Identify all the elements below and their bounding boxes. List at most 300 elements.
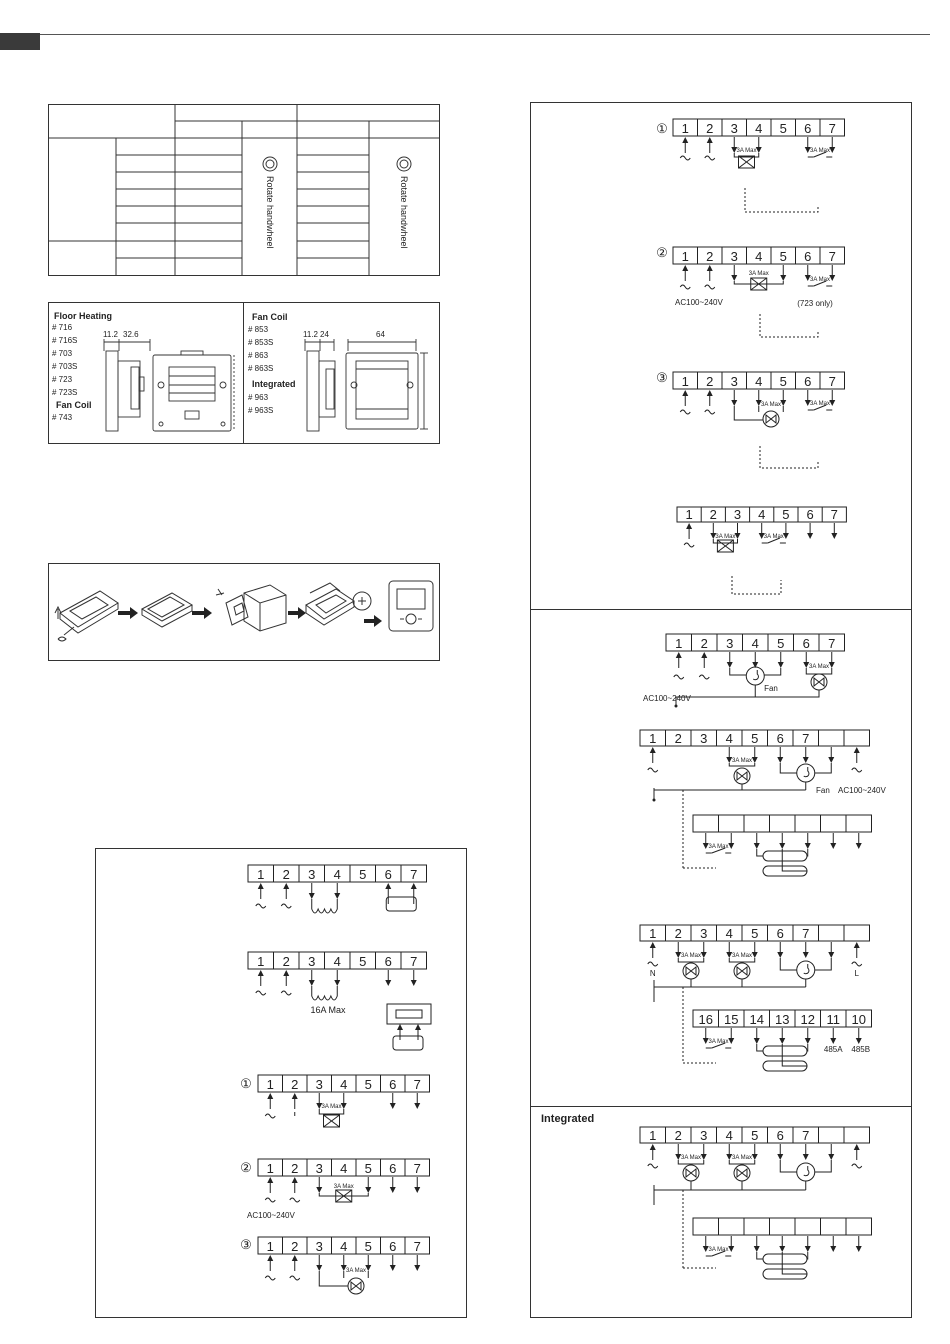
arrow-down [341, 1103, 347, 1109]
wire-path [815, 763, 832, 773]
terminal-4: 4 [758, 507, 766, 522]
terminal-1: 1 [649, 926, 657, 941]
fan-motor [797, 961, 815, 979]
terminal-7: 7 [802, 1128, 810, 1143]
terminal-4: 4 [755, 374, 763, 389]
arrow-up [854, 1144, 860, 1150]
valve-symbol [351, 1282, 361, 1290]
arrow-down [780, 400, 786, 406]
terminal-4: 4 [725, 731, 733, 746]
fan-model-743: # 743 [52, 413, 73, 422]
integrated-model-963s: # 963S [248, 406, 274, 415]
arrow-down [830, 843, 836, 849]
terminal-5: 5 [359, 867, 367, 882]
ac-symbol [705, 410, 715, 414]
terminal-5: 5 [779, 374, 787, 389]
dashed-link [760, 446, 818, 468]
label-fan: Fan [764, 684, 778, 693]
arrow-up [707, 137, 713, 143]
terminal-15: 15 [724, 1012, 739, 1027]
terminal-7: 7 [828, 121, 836, 136]
ac-symbol [265, 1198, 275, 1202]
arrow-down [728, 1038, 734, 1044]
arrow-up [854, 747, 860, 753]
arrow-up [682, 265, 688, 271]
arrow-down [414, 1187, 420, 1193]
arrow-up [385, 883, 391, 889]
arrow-up [854, 942, 860, 948]
wire-path [815, 1160, 832, 1172]
label-3a-max: 3A Max [715, 534, 736, 540]
label-3a-max: 3A Max [736, 148, 757, 154]
terminal-2: 2 [706, 249, 714, 264]
fan-motor [746, 667, 764, 685]
wire-path [815, 958, 832, 970]
label-3a-max: 3A Max [731, 758, 753, 764]
ac-symbol [265, 1114, 275, 1118]
ac-symbol [705, 285, 715, 289]
terminal-3: 3 [730, 374, 738, 389]
floor-model-723: # 723 [52, 375, 73, 384]
arrow-down [731, 275, 737, 281]
arrow-down [831, 533, 837, 539]
arrow-down [803, 1154, 809, 1160]
terminal-6: 6 [389, 1239, 397, 1254]
label-485b: 485B [851, 1045, 871, 1054]
ac-symbol [281, 991, 291, 995]
terminal-5: 5 [364, 1161, 372, 1176]
label-ac-100-240v: AC100~240V [838, 786, 886, 795]
terminal-4: 4 [725, 1128, 733, 1143]
arrow-up [686, 523, 692, 529]
floor-heating-heading: Floor Heating [54, 311, 112, 321]
arrow-down [803, 952, 809, 958]
terminal-4: 4 [755, 121, 763, 136]
label-ac-100-240v: AC100~240V [643, 694, 691, 703]
terminal-1: 1 [266, 1077, 274, 1092]
ac-symbol [705, 156, 715, 160]
wire-path [780, 763, 797, 773]
terminal-4: 4 [725, 926, 733, 941]
terminal-5: 5 [364, 1077, 372, 1092]
terminal-1: 1 [649, 731, 657, 746]
label-3a-max: 3A Max [708, 1039, 729, 1045]
label-3a-max: 3A Max [345, 1268, 367, 1274]
arrow-down [365, 1187, 371, 1193]
terminal-5: 5 [782, 507, 790, 522]
ac-symbol [281, 904, 291, 908]
dashed-link [760, 314, 818, 337]
heater-element [312, 899, 338, 913]
label-3a-max: 3A Max [760, 402, 782, 408]
terminal-1: 1 [685, 507, 693, 522]
label-3a-max: 3A Max [809, 277, 831, 283]
arrow-up [258, 970, 264, 976]
label-3a-max: 3A Max [808, 664, 830, 670]
terminal-2: 2 [700, 636, 708, 651]
wire-path [676, 685, 819, 697]
arrow-down [828, 952, 834, 958]
arrow-down [390, 1187, 396, 1193]
ac-symbol [680, 285, 690, 289]
terminal-3: 3 [315, 1077, 323, 1092]
heater-element [312, 986, 338, 1000]
contactor-box [387, 1004, 431, 1024]
terminal-2: 2 [706, 121, 714, 136]
arrow-up [267, 1177, 273, 1183]
arrow-up [258, 883, 264, 889]
arrow-up [267, 1093, 273, 1099]
fan-model-863: # 863 [248, 351, 269, 360]
circle-number-1: ① [656, 121, 668, 136]
arrow-down [411, 980, 417, 986]
contactor-inner [396, 1010, 422, 1018]
label-3a-max: 3A Max [708, 844, 729, 850]
terminal-1: 1 [681, 121, 689, 136]
ac-symbol [852, 1164, 862, 1168]
terminal-5: 5 [751, 731, 759, 746]
label-3a-max: 3A Max [731, 953, 753, 959]
dim-left-32-6: 32.6 [123, 330, 139, 339]
valve-symbol [686, 967, 696, 975]
terminal-6: 6 [389, 1161, 397, 1176]
terminal-2: 2 [291, 1077, 299, 1092]
arrow-down [385, 980, 391, 986]
terminal-3: 3 [730, 249, 738, 264]
arrow-up [682, 137, 688, 143]
arrow-up [707, 390, 713, 396]
arrow-down [727, 662, 733, 668]
fan-coil-heading-left: Fan Coil [56, 400, 92, 410]
arrow-down [752, 757, 758, 763]
label-3a-max: 3A Max [731, 1155, 753, 1161]
floor-model-716: # 716 [52, 323, 73, 332]
wire-path [780, 1160, 797, 1172]
arrow-down [390, 1103, 396, 1109]
terminal-3: 3 [726, 636, 734, 651]
terminal-11: 11 [826, 1012, 840, 1027]
terminal-1: 1 [675, 636, 683, 651]
arrow-down [728, 1246, 734, 1252]
arrow-down [828, 1154, 834, 1160]
terminal-6: 6 [384, 954, 392, 969]
rotate-handwheel-left: Rotate handwheel [265, 176, 275, 249]
fan-motor [797, 1163, 815, 1181]
arrow-down [779, 843, 785, 849]
fan-symbol [753, 670, 758, 680]
fan-model-853s: # 853S [248, 338, 274, 347]
terminal-block [693, 1218, 872, 1235]
label-3a-max: 3A Max [680, 1155, 702, 1161]
arrow-down [830, 1246, 836, 1252]
arrow-down [828, 757, 834, 763]
ac-symbol [852, 962, 862, 966]
label-ac-100-240v: AC100~240V [675, 298, 723, 307]
arrow-down [780, 275, 786, 281]
wire-path [780, 958, 797, 970]
arrow-down [365, 1265, 371, 1271]
dim-left-11-2: 11.2 [103, 330, 118, 339]
terminal-4: 4 [333, 954, 341, 969]
arrow-down [829, 662, 835, 668]
terminal-1: 1 [257, 954, 265, 969]
terminal-4: 4 [755, 249, 763, 264]
arrow-down [778, 662, 784, 668]
arrow-up [701, 652, 707, 658]
arrow-down [829, 275, 835, 281]
fan-model-863s: # 863S [248, 364, 274, 373]
terminal-5: 5 [751, 926, 759, 941]
arrow-down [805, 843, 811, 849]
terminal-6: 6 [804, 374, 812, 389]
arrow-up [682, 390, 688, 396]
ac-symbol [680, 156, 690, 160]
arrow-down [807, 533, 813, 539]
ac-symbol [684, 543, 694, 547]
label-n: N [649, 969, 656, 978]
terminal-3: 3 [700, 1128, 708, 1143]
arrow-down [752, 1154, 758, 1160]
terminal-3: 3 [700, 926, 708, 941]
terminal-12: 12 [800, 1012, 815, 1027]
terminal-6: 6 [802, 636, 810, 651]
arrow-down [777, 952, 783, 958]
arrow-down [805, 1246, 811, 1252]
terminal-6: 6 [389, 1077, 397, 1092]
fan-coil-heading-right: Fan Coil [252, 312, 288, 322]
valve-symbol [737, 967, 747, 975]
terminal-16: 16 [698, 1012, 713, 1027]
terminal-7: 7 [828, 636, 836, 651]
arrow-down [829, 147, 835, 153]
valve-symbol [814, 678, 824, 686]
arrow-down [803, 757, 809, 763]
terminal-1: 1 [681, 374, 689, 389]
arrow-down [829, 400, 835, 406]
ac-symbol [648, 962, 658, 966]
arrow-up [650, 1144, 656, 1150]
ac-symbol [256, 904, 266, 908]
terminal-6: 6 [776, 731, 784, 746]
valve-symbol [766, 415, 776, 423]
arrow-up [707, 265, 713, 271]
wire-path [388, 899, 414, 904]
ac-symbol [852, 768, 862, 772]
arrow-down [334, 893, 340, 899]
terminal-7: 7 [828, 374, 836, 389]
terminal-1: 1 [649, 1128, 657, 1143]
arrow-down [390, 1265, 396, 1271]
terminal-2: 2 [674, 1128, 682, 1143]
arrow-down [754, 1246, 760, 1252]
valve-symbol [737, 772, 747, 780]
terminal-5: 5 [777, 636, 785, 651]
fan-motor [797, 764, 815, 782]
arrow-up [415, 1024, 421, 1030]
arrow-down [701, 1154, 707, 1160]
terminal-6: 6 [804, 249, 812, 264]
terminal-2: 2 [291, 1161, 299, 1176]
arrow-down [805, 1038, 811, 1044]
terminal-3: 3 [315, 1161, 323, 1176]
terminal-14: 14 [749, 1012, 764, 1027]
integrated-heading: Integrated [252, 379, 296, 389]
junction-dot [653, 799, 656, 802]
arrow-down [316, 1265, 322, 1271]
terminal-2: 2 [674, 731, 682, 746]
arrow-down [701, 952, 707, 958]
label-3a-max: 3A Max [680, 953, 702, 959]
arrow-down [856, 843, 862, 849]
circle-number-3: ③ [656, 370, 668, 385]
ac-symbol [256, 991, 266, 995]
terminal-3: 3 [700, 731, 708, 746]
terminal-7: 7 [802, 731, 810, 746]
arrow-down [777, 757, 783, 763]
label-3a-max: 3A Max [333, 1184, 354, 1190]
label-3a-max: 3A Max [708, 1247, 729, 1253]
terminal-4: 4 [751, 636, 759, 651]
arrow-up [292, 1255, 298, 1261]
arrow-down [334, 980, 340, 986]
terminal-7: 7 [828, 249, 836, 264]
label-fan: Fan [816, 786, 830, 795]
ac-symbol [699, 675, 709, 679]
floor-model-716s: # 716S [52, 336, 78, 345]
dashed-link [745, 188, 818, 212]
label-3a-max: 3A Max [321, 1104, 342, 1110]
label-ac-100-240v: AC100~240V [247, 1211, 295, 1220]
arrow-up [676, 652, 682, 658]
coil-upper [763, 1254, 807, 1264]
label-3a-max: 3A Max [748, 271, 769, 277]
arrow-down [779, 1246, 785, 1252]
label-3a-max: 3A Max [809, 148, 831, 154]
rotate-handwheel-right: Rotate handwheel [399, 176, 409, 249]
terminal-2: 2 [674, 926, 682, 941]
terminal-1: 1 [266, 1161, 274, 1176]
arrow-up [650, 942, 656, 948]
wire-path [730, 668, 747, 675]
dim-right-11-2: 11.2 [303, 330, 318, 339]
terminal-2: 2 [291, 1239, 299, 1254]
fan-symbol [804, 767, 809, 777]
terminal-4: 4 [340, 1239, 348, 1254]
arrow-down [754, 843, 760, 849]
arrow-up [397, 1024, 403, 1030]
arrow-down [856, 1038, 862, 1044]
floor-model-723s: # 723S [52, 388, 78, 397]
ac-symbol [290, 1198, 300, 1202]
arrow-down [779, 1038, 785, 1044]
arrow-down [316, 1187, 322, 1193]
terminal-4: 4 [333, 867, 341, 882]
integrated-title: Integrated [541, 1113, 595, 1125]
circle-number-2: ② [656, 245, 668, 260]
circle-number-2: ② [240, 1160, 252, 1175]
arrow-down [309, 980, 315, 986]
arrow-up [292, 1093, 298, 1099]
terminal-block [693, 815, 872, 832]
junction-dot [675, 705, 678, 708]
arrow-up [283, 970, 289, 976]
terminal-3: 3 [730, 121, 738, 136]
terminal-1: 1 [681, 249, 689, 264]
dashed-link [732, 576, 781, 594]
coil-upper [763, 851, 807, 861]
arrow-down [752, 952, 758, 958]
terminal-7: 7 [410, 954, 418, 969]
ac-symbol [674, 675, 684, 679]
terminal-5: 5 [751, 1128, 759, 1143]
terminal-3: 3 [308, 954, 316, 969]
label-16a-max: 16A Max [310, 1005, 346, 1015]
terminal-5: 5 [359, 954, 367, 969]
arrow-down [414, 1103, 420, 1109]
arrow-down [731, 400, 737, 406]
arrow-up [292, 1177, 298, 1183]
terminal-2: 2 [282, 954, 290, 969]
label-l: L [854, 969, 859, 978]
terminal-3: 3 [308, 867, 316, 882]
valve-symbol [737, 1169, 747, 1177]
terminal-7: 7 [413, 1161, 421, 1176]
arrow-down [756, 147, 762, 153]
valve-symbol [686, 1169, 696, 1177]
ac-symbol [680, 410, 690, 414]
arrow-down [309, 893, 315, 899]
arrow-down [777, 1154, 783, 1160]
terminal-5: 5 [779, 121, 787, 136]
terminal-2: 2 [282, 867, 290, 882]
arrow-up [267, 1255, 273, 1261]
ac-symbol [290, 1276, 300, 1280]
arrow-up [650, 747, 656, 753]
terminal-13: 13 [775, 1012, 790, 1027]
integrated-model-963: # 963 [248, 393, 269, 402]
terminal-7: 7 [413, 1077, 421, 1092]
label-3a-max: 3A Max [763, 534, 784, 540]
arrow-down [414, 1265, 420, 1271]
terminal-7: 7 [830, 507, 838, 522]
terminal-6: 6 [776, 1128, 784, 1143]
arrow-down [856, 1246, 862, 1252]
ac-symbol [265, 1276, 275, 1280]
terminal-6: 6 [806, 507, 814, 522]
terminal-2: 2 [709, 507, 717, 522]
arrow-down [830, 1038, 836, 1044]
terminal-7: 7 [413, 1239, 421, 1254]
arrow-down [754, 1038, 760, 1044]
terminal-3: 3 [733, 507, 742, 522]
terminal-4: 4 [340, 1077, 348, 1092]
circle-number-3: ③ [240, 1237, 252, 1252]
ac-symbol [648, 1164, 658, 1168]
terminal-3: 3 [315, 1239, 323, 1254]
relay-coil [386, 897, 416, 911]
terminal-10: 10 [851, 1012, 866, 1027]
terminal-5: 5 [364, 1239, 372, 1254]
terminal-6: 6 [776, 926, 784, 941]
terminal-1: 1 [266, 1239, 274, 1254]
terminal-6: 6 [384, 867, 392, 882]
terminal-7: 7 [802, 926, 810, 941]
terminal-7: 7 [410, 867, 418, 882]
fan-symbol [804, 1166, 809, 1176]
arrow-down [728, 843, 734, 849]
coil-upper [763, 1046, 807, 1056]
terminal-4: 4 [340, 1161, 348, 1176]
